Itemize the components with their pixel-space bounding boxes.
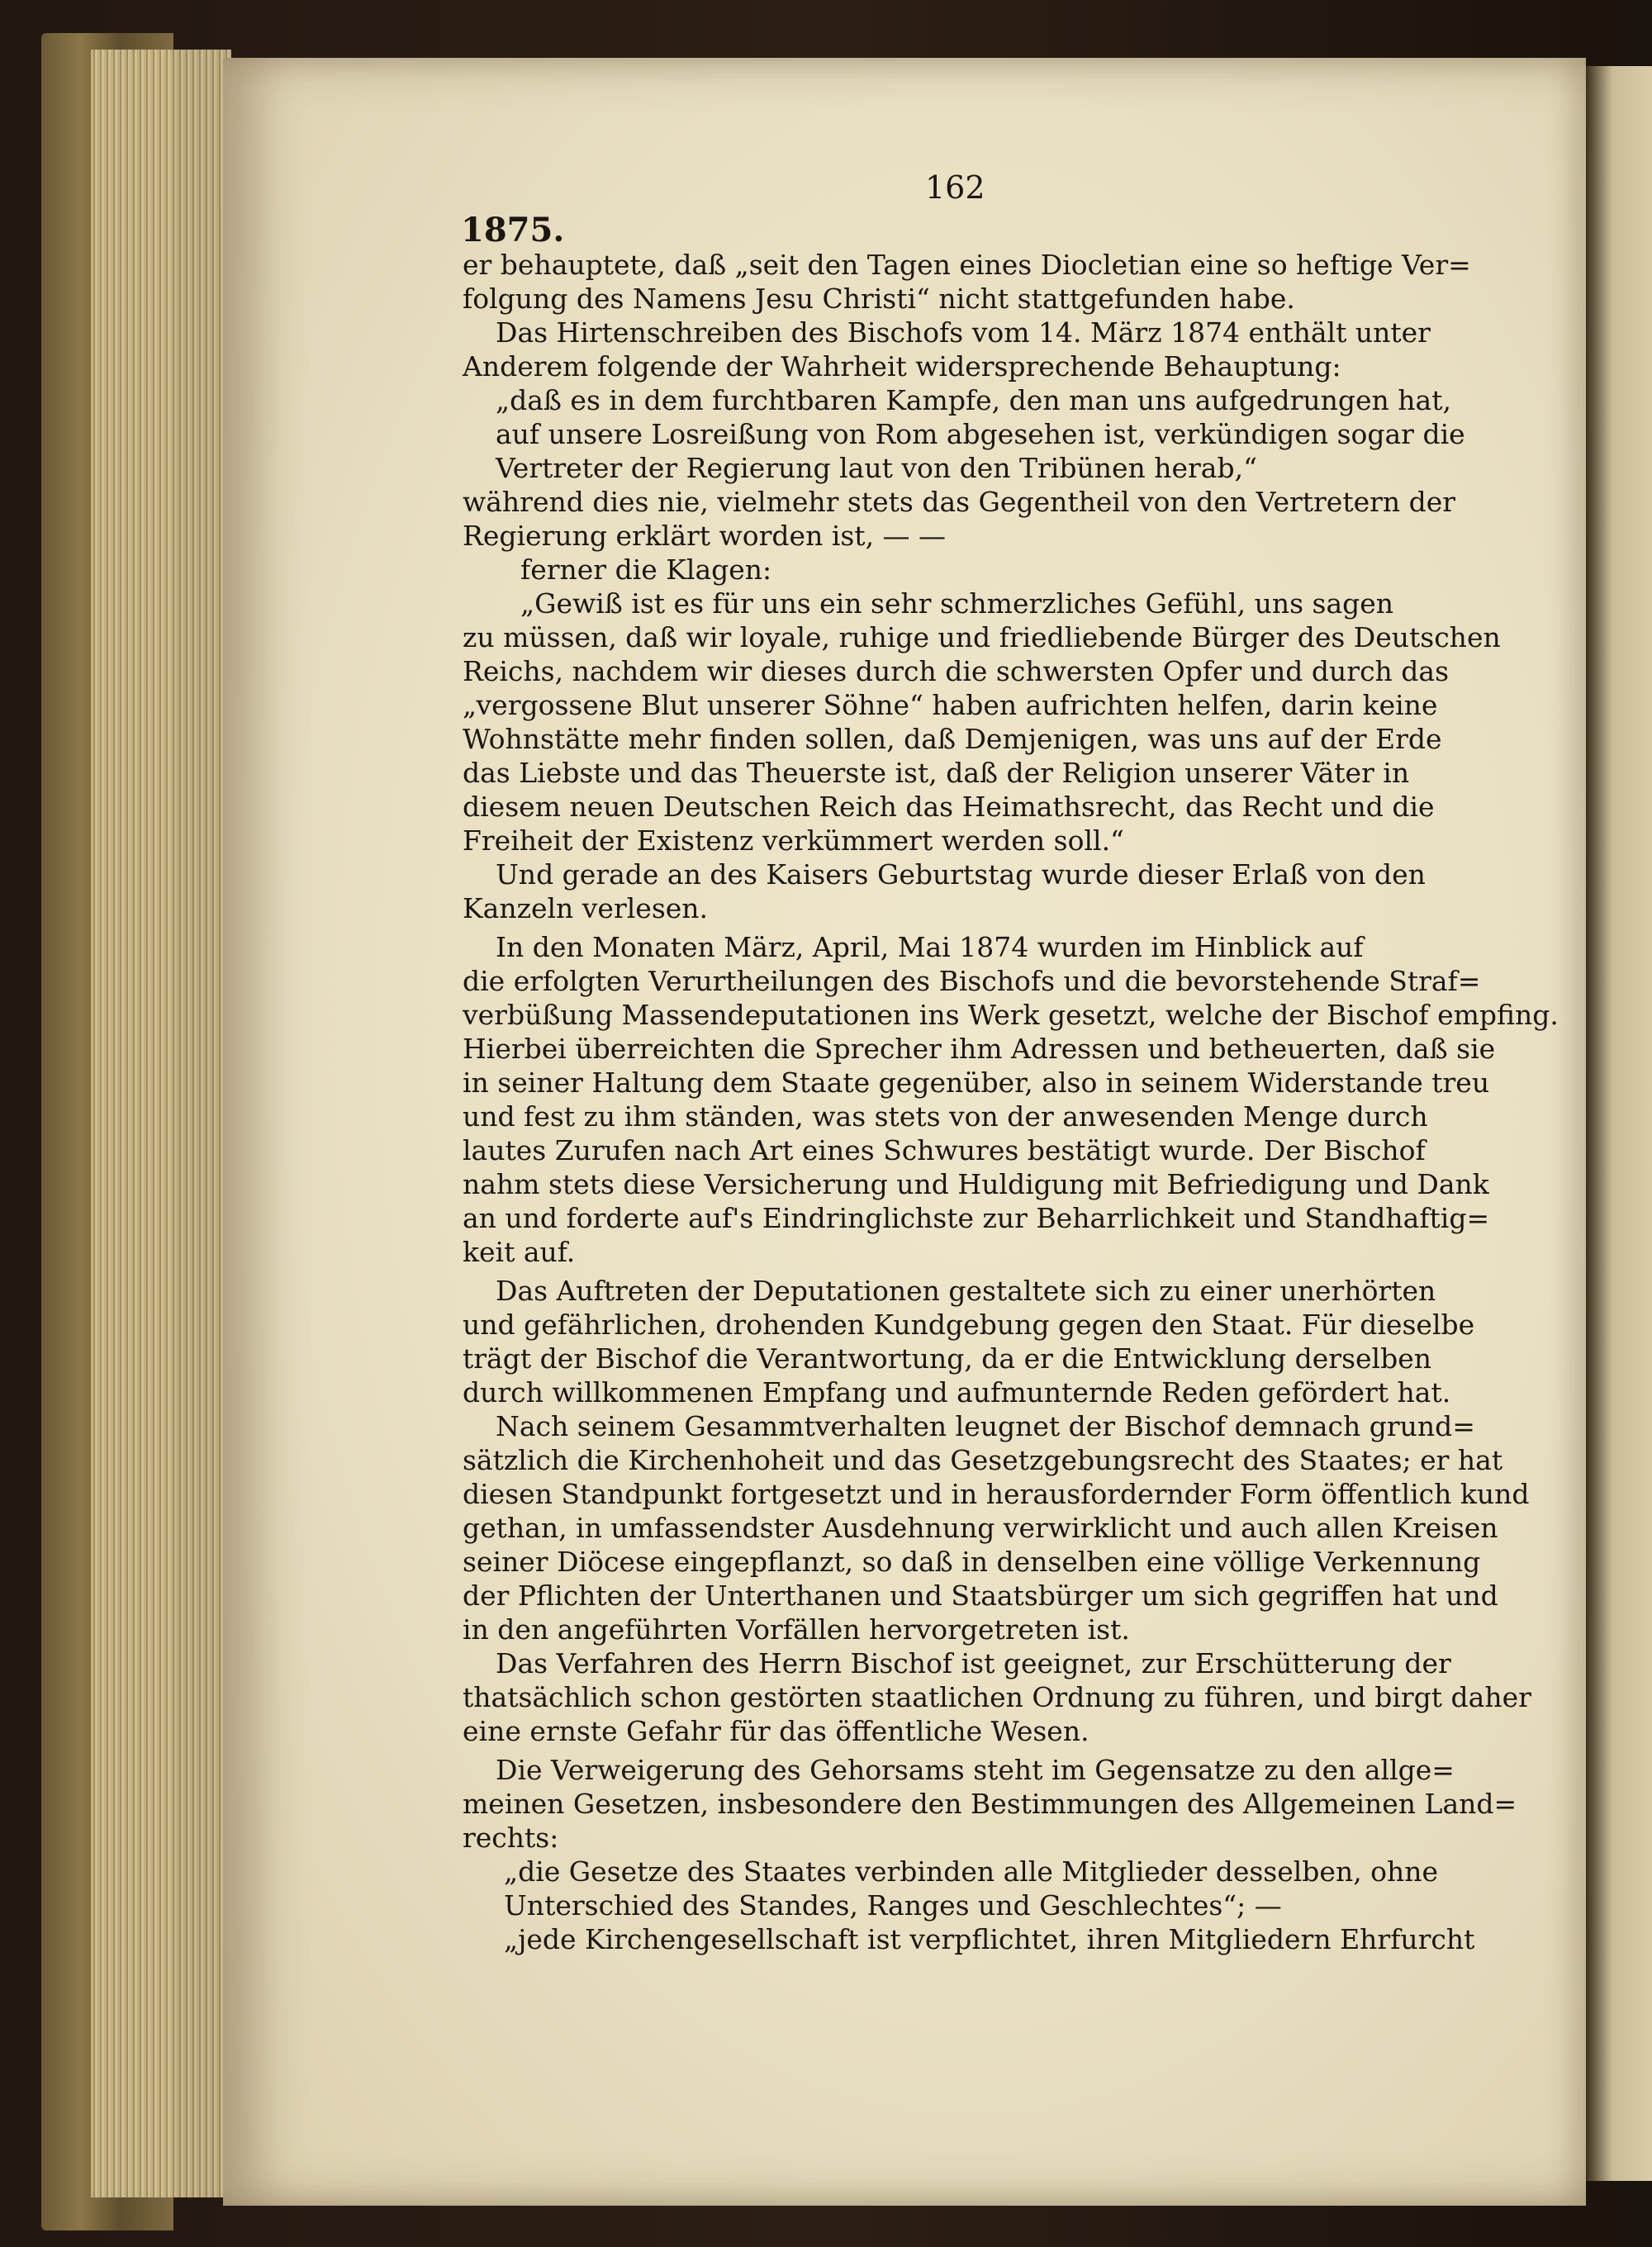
text-line: nahm stets diese Versicherung und Huldigung mit Befriedigung und Dank — [463, 1168, 1489, 1200]
text-line: in seiner Haltung dem Staate gegenüber, also in seinem Widerstande treu — [463, 1066, 1490, 1099]
text-line: meinen Gesetzen, insbesondere den Bestimmungen des Allgemeinen Land= — [463, 1788, 1517, 1820]
text-line: rechts: — [463, 1822, 559, 1854]
text-line: in den angeführten Vorfällen hervorgetreten ist. — [463, 1613, 1130, 1646]
text-line: seiner Diöcese eingepflanzt, so daß in denselben eine völlige Verkennung — [463, 1546, 1481, 1578]
text-line: auf unsere Losreißung von Rom abgesehen ist, verkündigen sogar die — [496, 418, 1465, 450]
text-line: Nach seinem Gesammtverhalten leugnet der Bischof demnach grund= — [496, 1410, 1475, 1442]
text-line: Die Verweigerung des Gehorsams steht im Gegensatze zu den allge= — [496, 1754, 1455, 1786]
text-line: Regierung erklärt worden ist, — — — [463, 520, 947, 552]
text-line: er behauptete, daß „seit den Tagen eines Diocletian eine so heftige Ver= — [463, 249, 1471, 281]
text-line: und fest zu ihm ständen, was stets von der anwesenden Menge durch — [463, 1100, 1428, 1133]
text-line: verbüßung Massendeputationen ins Werk gesetzt, welche der Bischof empfing. — [463, 999, 1559, 1031]
text-line: diesem neuen Deutschen Reich das Heimathsrecht, das Recht und die — [463, 791, 1435, 823]
text-line: Hierbei überreichten die Sprecher ihm Adressen und betheuerten, daß sie — [463, 1033, 1496, 1065]
text-line: das Liebste und das Theuerste ist, daß der Religion unserer Väter in — [463, 757, 1410, 789]
page-stack-edge — [91, 50, 231, 2197]
text-line: zu müssen, daß wir loyale, ruhige und friedliebende Bürger des Deutschen — [463, 621, 1501, 653]
text-line: Vertreter der Regierung laut von den Tribünen herab,“ — [496, 452, 1257, 484]
text-line: „vergossene Blut unserer Söhne“ haben aufrichten helfen, darin keine — [463, 689, 1438, 721]
facing-page-edge — [1586, 66, 1652, 2181]
text-line: diesen Standpunkt fortgesetzt und in herausfordernder Form öffentlich kund — [463, 1478, 1530, 1510]
text-line: gethan, in umfassendster Ausdehnung verwirklicht und auch allen Kreisen — [463, 1512, 1498, 1544]
text-line: eine ernste Gefahr für das öffentliche Wesen. — [463, 1715, 1089, 1747]
text-line: Kanzeln verlesen. — [463, 892, 709, 924]
text-line: Und gerade an des Kaisers Geburtstag wurde dieser Erlaß von den — [496, 858, 1426, 891]
page-number: 162 — [925, 169, 985, 206]
text-line: lautes Zurufen nach Art eines Schwures bestätigt wurde. Der Bischof — [463, 1134, 1426, 1166]
text-line: thatsächlich schon gestörten staatlichen Ordnung zu führen, und birgt daher — [463, 1681, 1531, 1713]
text-line: Reichs, nachdem wir dieses durch die schwersten Opfer und durch das — [463, 655, 1450, 687]
text-line: durch willkommenen Empfang und aufmunternde Reden gefördert hat. — [463, 1376, 1451, 1409]
text-line: ferner die Klagen: — [520, 553, 772, 586]
text-line: Unterschied des Standes, Ranges und Geschlechtes“; — — [504, 1889, 1282, 1922]
text-line: an und forderte auf's Eindringlichste zur Beharrlichkeit und Standhaftig= — [463, 1202, 1490, 1234]
margin-year: 1875. — [461, 211, 565, 249]
text-line: folgung des Namens Jesu Christi“ nicht stattgefunden habe. — [463, 283, 1295, 315]
text-line: Anderem folgende der Wahrheit widersprechende Behauptung: — [463, 350, 1341, 382]
text-line: Freiheit der Existenz verkümmert werden soll.“ — [463, 824, 1124, 857]
text-line: „die Gesetze des Staates verbinden alle Mitglieder desselben, ohne — [504, 1855, 1439, 1888]
text-line: „jede Kirchengesellschaft ist verpflichtet, ihren Mitgliedern Ehrfurcht — [504, 1923, 1475, 1955]
text-line: „daß es in dem furchtbaren Kampfe, den man uns aufgedrungen hat, — [496, 384, 1451, 416]
text-line: die erfolgten Verurtheilungen des Bischofs und die bevorstehende Straf= — [463, 965, 1481, 997]
text-line: der Pflichten der Unterthanen und Staatsbürger um sich gegriffen hat und — [463, 1580, 1498, 1612]
text-line: keit auf. — [463, 1236, 576, 1268]
text-line: Das Hirtenschreiben des Bischofs vom 14. März 1874 enthält unter — [496, 316, 1431, 349]
text-line: während dies nie, vielmehr stets das Gegentheil von den Vertretern der — [463, 486, 1456, 518]
text-line: „Gewiß ist es für uns ein sehr schmerzliches Gefühl, uns sagen — [520, 587, 1394, 620]
text-line: sätzlich die Kirchenhoheit und das Gesetzgebungsrecht des Staates; er hat — [463, 1444, 1503, 1476]
text-line: und gefährlichen, drohenden Kundgebung gegen den Staat. Für dieselbe — [463, 1309, 1475, 1341]
text-line: Das Auftreten der Deputationen gestaltete sich zu einer unerhörten — [496, 1275, 1436, 1307]
text-line: trägt der Bischof die Verantwortung, da er die Entwicklung derselben — [463, 1342, 1431, 1375]
text-line: Wohnstätte mehr finden sollen, daß Demjenigen, was uns auf der Erde — [463, 723, 1442, 755]
body-text — [463, 248, 1559, 1956]
text-line: In den Monaten März, April, Mai 1874 wurden im Hinblick auf — [496, 931, 1364, 963]
text-line: Das Verfahren des Herrn Bischof ist geeignet, zur Erschütterung der — [496, 1647, 1451, 1679]
